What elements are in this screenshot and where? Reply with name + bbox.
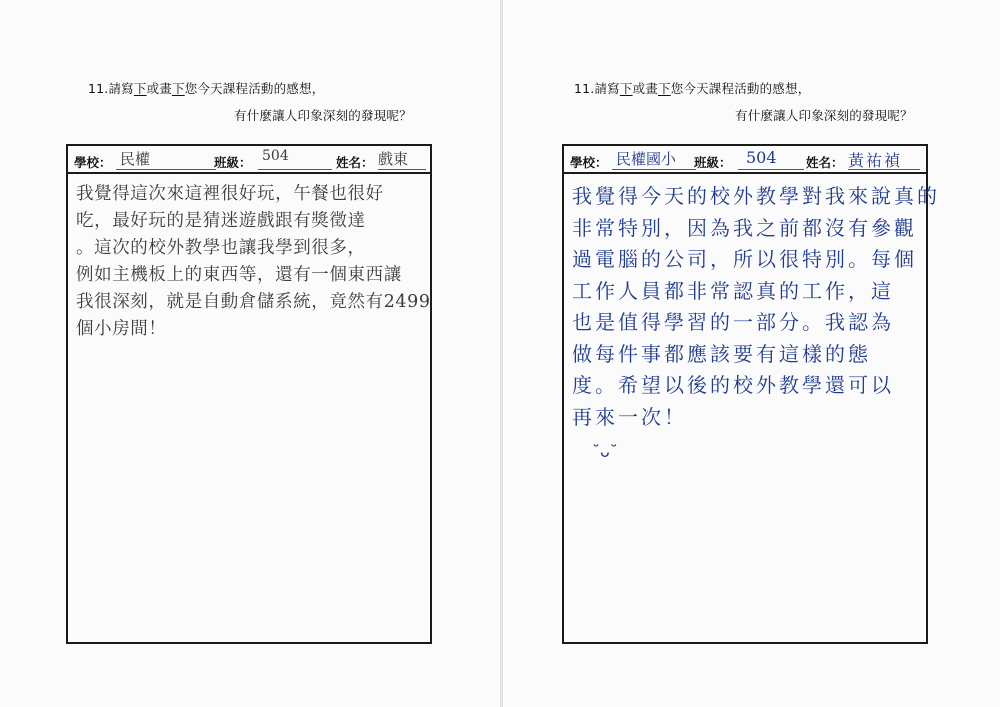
essay-line: 工作人員都非常認真的工作，這 (572, 278, 894, 303)
school-field[interactable]: 民權國小 (612, 148, 696, 170)
class-label: 班級： (214, 155, 252, 170)
prompt-text: 您今天課程活動的感想， (184, 81, 325, 96)
school-field[interactable]: 民權 (116, 148, 216, 170)
prompt-underlined-text: 下 (172, 81, 185, 96)
essay-line: 過電腦的公司，所以很特別。每個 (572, 247, 917, 271)
handwritten-essay (572, 181, 940, 433)
essay-line: 非常特別，因為我之前都沒有參觀 (572, 215, 917, 240)
essay-line: 做每件事都應該要有這樣的態 (572, 341, 871, 366)
smiley-doodle: ˘ᴗ˘ (592, 442, 618, 461)
prompt-line-2: 有什麼讓人印象深刻的發現呢？ (735, 108, 913, 123)
prompt-text: 請寫 (108, 81, 134, 96)
prompt-underlined-text: 下 (619, 81, 633, 96)
prompt-line-2: 有什麼讓人印象深刻的發現呢？ (234, 108, 412, 123)
name-field[interactable]: 戲東 (378, 148, 426, 170)
class-field[interactable]: 504 (738, 148, 804, 170)
essay-line: 吃，最好玩的是猜迷遊戲跟有獎徵達 (76, 211, 366, 231)
student-info-row (68, 146, 430, 174)
right-worksheet-page (503, 0, 1000, 707)
essay-line: 例如主機板上的東西等，還有一個東西讓 (76, 265, 402, 285)
essay-line: 我覺得這次來這裡很好玩，午餐也很好 (76, 184, 384, 204)
handwritten-essay (76, 181, 431, 343)
prompt-underlined-text: 下 (133, 81, 147, 96)
prompt-line-1 (88, 79, 324, 97)
essay-line: 也是值得學習的一部分。我認為 (572, 310, 894, 334)
prompt-line-1 (574, 79, 810, 97)
question-number: 11. (88, 81, 109, 96)
essay-line: 我覺得今天的校外教學對我來說真的 (572, 184, 940, 208)
essay-line: 個小房間！ (76, 319, 167, 339)
essay-line: 我很深刻，就是自動倉儲系統，竟然有2499 (76, 292, 431, 312)
answer-box (66, 144, 432, 644)
essay-line: 。這次的校外教學也讓我學到很多， (76, 238, 366, 258)
student-info-row (564, 146, 926, 174)
prompt-text: 或畫 (632, 81, 658, 96)
class-field[interactable]: 504 (258, 148, 332, 170)
school-label: 學校： (570, 155, 608, 170)
prompt-text: 您今天課程活動的感想， (670, 81, 811, 96)
name-field[interactable]: 黃祐禎 (848, 148, 920, 170)
question-number: 11. (574, 81, 595, 96)
essay-line: 再來一次！ (572, 404, 687, 429)
prompt-underlined-text: 下 (658, 81, 671, 96)
essay-line: 度。希望以後的校外教學還可以 (572, 373, 894, 397)
prompt-text: 或畫 (146, 81, 172, 96)
name-label: 姓名： (806, 155, 844, 170)
answer-box (562, 144, 940, 644)
class-label: 班級： (694, 155, 732, 170)
name-label: 姓名： (336, 155, 374, 170)
school-label: 學校： (74, 155, 112, 170)
prompt-text: 請寫 (594, 81, 620, 96)
